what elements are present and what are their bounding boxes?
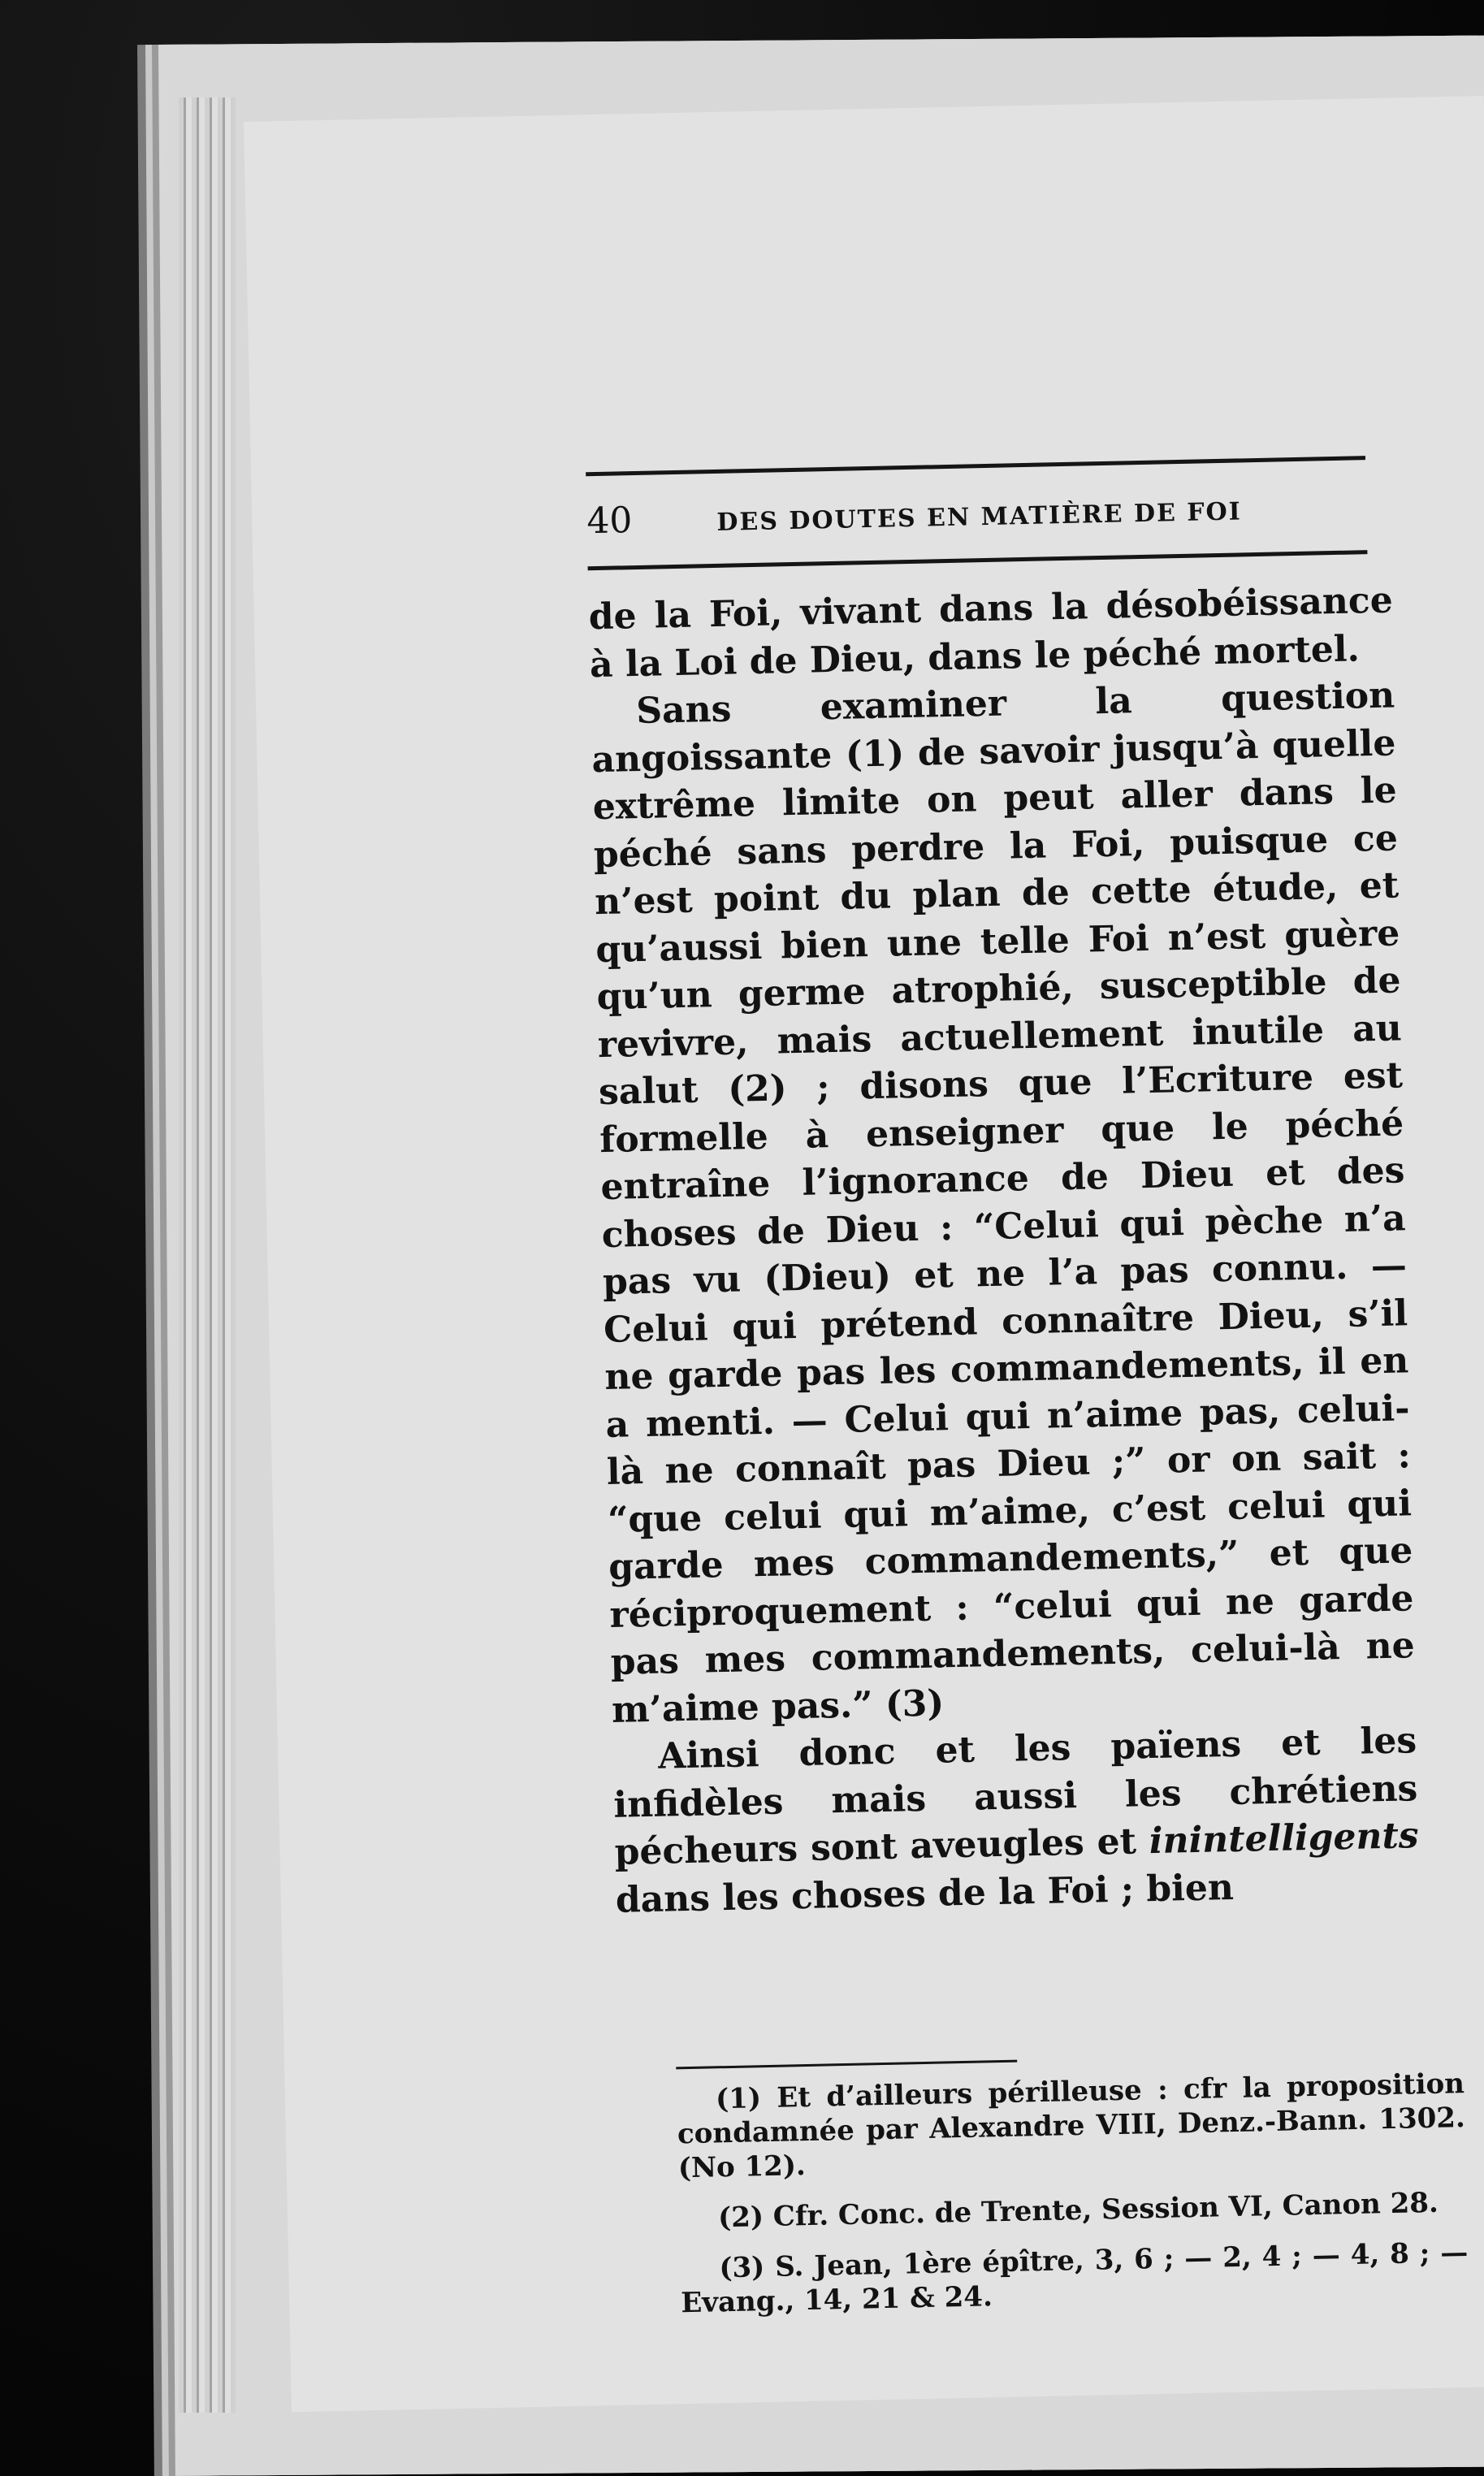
running-head [586, 484, 1367, 542]
footnote-3: (3) S. Jean, 1ère épître, 3, 6 ; — 2, 4 ; — 4, 8 ; — Evang., 14, 21 & 24. [680, 2236, 1469, 2320]
paragraph-2: Sans examiner la question angoissante (1) de savoir jusqu’à quelle extrême limite on peut aller dans le péché sans perdre la Foi, puisque ce n’est point du plan de cette étude, et qu’aussi bien une telle Foi n’est guère qu’un germe atrophié, susceptible de revivre, mais actuellement inutile au salut (2) ; disons que l’Ecriture est formelle à enseigner que le péché entraîne l’ignorance de Dieu et des choses de Dieu : “Celui qui pèche n’a pas vu (Dieu) et ne l’a pas connu. — Celui qui prétend connaître Dieu, s’il ne garde pas les commandements, il en a menti. — Celui qui n’aime pas, celui-là ne connaît pas Dieu ;” or on sait : “que celui qui m’aime, c’est celui qui garde mes commandements,” et que réciproquement : “celui qui ne garde pas mes commandements, celui-là ne m’aime pas.” (3) [591, 674, 1416, 1731]
header-rule-top [586, 456, 1365, 476]
book-page [244, 96, 1484, 2412]
body-text [588, 578, 1420, 1924]
footnote-rule [676, 2060, 1017, 2070]
page-number: 40 [586, 500, 633, 543]
footnotes [677, 2067, 1469, 2320]
page-edges [179, 97, 236, 2413]
paragraph-3-end: dans les choses de la Foi ; bien [615, 1866, 1235, 1921]
paragraph-3-start: Ainsi donc et les païens et les infidèles mais aussi les chrétiens pécheurs sont aveugles et [612, 1720, 1418, 1873]
paragraph-3 [612, 1717, 1421, 1924]
paragraph-1: de la Foi, vivant dans la désobéissance à la Loi de Dieu, dans le péché mortel. [588, 579, 1394, 686]
paragraph-3-italic: inintelligents [1149, 1815, 1420, 1863]
header-rule-bottom [588, 550, 1368, 570]
footnote-2: (2) Cfr. Conc. de Trente, Session VI, Canon 28. [717, 2186, 1439, 2235]
running-title: DES DOUTES EN MATIÈRE DE FOI [716, 497, 1243, 537]
footnote-1: (1) Et d’ailleurs périlleuse : cfr la proposition condamnée par Alexandre VIII, Denz.-Bann. 1302. (No 12). [677, 2067, 1466, 2185]
